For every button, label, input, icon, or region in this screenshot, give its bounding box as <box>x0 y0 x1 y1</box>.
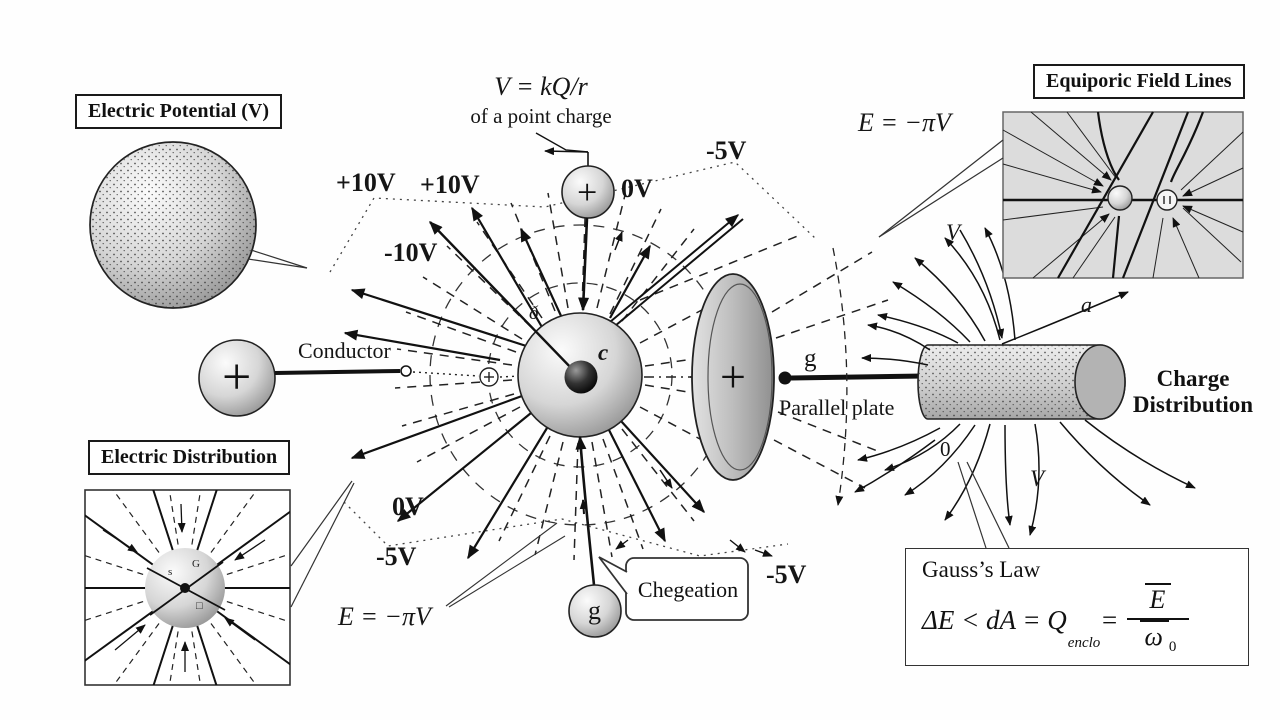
voltage-minus5-top: -5V <box>706 136 747 165</box>
inset-glyph-square: □ <box>196 600 203 612</box>
point-charge <box>565 361 598 394</box>
gauss-law-title: Gauss’s Law <box>922 557 1041 582</box>
electric-distribution-inset <box>45 450 325 720</box>
gauss-law-box <box>905 548 1249 666</box>
voltage-minus5-bottom: -5V <box>766 560 807 589</box>
inset-glyph-g: G <box>192 558 200 570</box>
gradient-eq-top: E = −πV <box>858 108 951 137</box>
gauss-law-formula <box>922 585 1248 656</box>
v-field-top-label: V <box>946 220 961 245</box>
plus-top-symbol: + <box>577 172 598 212</box>
conductor-label: Conductor <box>298 338 391 363</box>
v-field-bottom-label: V <box>1030 466 1045 491</box>
g-ball-label: g <box>588 596 601 625</box>
gauss-lhs: ΔE < dA = Q <box>922 605 1067 636</box>
point-charge-caption: of a point charge <box>470 104 612 128</box>
electric-distribution-callout <box>291 481 354 607</box>
electric-distribution-title: Electric Distribution <box>88 440 290 475</box>
charge-distribution-cylinder <box>918 345 1125 419</box>
center-charge-label: c <box>598 340 609 365</box>
voltage-plus10-a: +10V <box>336 168 396 197</box>
gauss-denominator-sub: 0 <box>1168 639 1177 656</box>
gradient-eq-bottom: E = −πV <box>338 602 431 631</box>
plus-conductor-symbol: + <box>222 349 252 406</box>
voltage-minus5-left: -5V <box>376 542 417 571</box>
plus-plate-symbol: + <box>720 351 746 402</box>
a-field-label: a <box>1081 292 1092 317</box>
voltage-minus10: -10V <box>384 238 438 267</box>
inset-right-charge <box>1157 190 1177 210</box>
equiporic-callout <box>879 140 1003 237</box>
equiporic-inset <box>1003 112 1243 278</box>
zero-field-label: 0 <box>940 437 951 461</box>
electric-potential-sphere <box>90 142 307 308</box>
equiporic-title: Equiporic Field Lines <box>1033 64 1245 99</box>
gauss-subscript: enclo <box>1067 635 1101 652</box>
gauss-equals: = <box>1100 605 1119 636</box>
chegeation-label: Chegeation <box>637 577 739 602</box>
delta-small-label: ð <box>529 303 539 324</box>
inset-left-charge <box>1108 186 1132 210</box>
gauss-fraction <box>1127 585 1190 656</box>
point-charge-formula: V = kQ/r <box>494 72 588 101</box>
electric-potential-title: Electric Potential (V) <box>75 94 282 129</box>
voltage-zero-top: 0V <box>621 174 653 203</box>
voltage-zero-left: 0V <box>392 492 424 521</box>
gauss-numerator: E <box>1145 583 1172 614</box>
gauss-denominator: ω <box>1140 620 1169 651</box>
gauss-callout-lines <box>958 462 1009 548</box>
plate-field-dashes <box>772 252 888 488</box>
inset-glyph-s: s <box>168 566 173 578</box>
g-line-label: g <box>804 345 817 372</box>
charge-distribution-label: Charge Distribution <box>1132 366 1254 418</box>
gradient-eq-callout <box>446 523 565 607</box>
voltage-plus10-b: +10V <box>420 170 480 199</box>
parallel-plate-label: Parallel plate <box>779 395 895 420</box>
